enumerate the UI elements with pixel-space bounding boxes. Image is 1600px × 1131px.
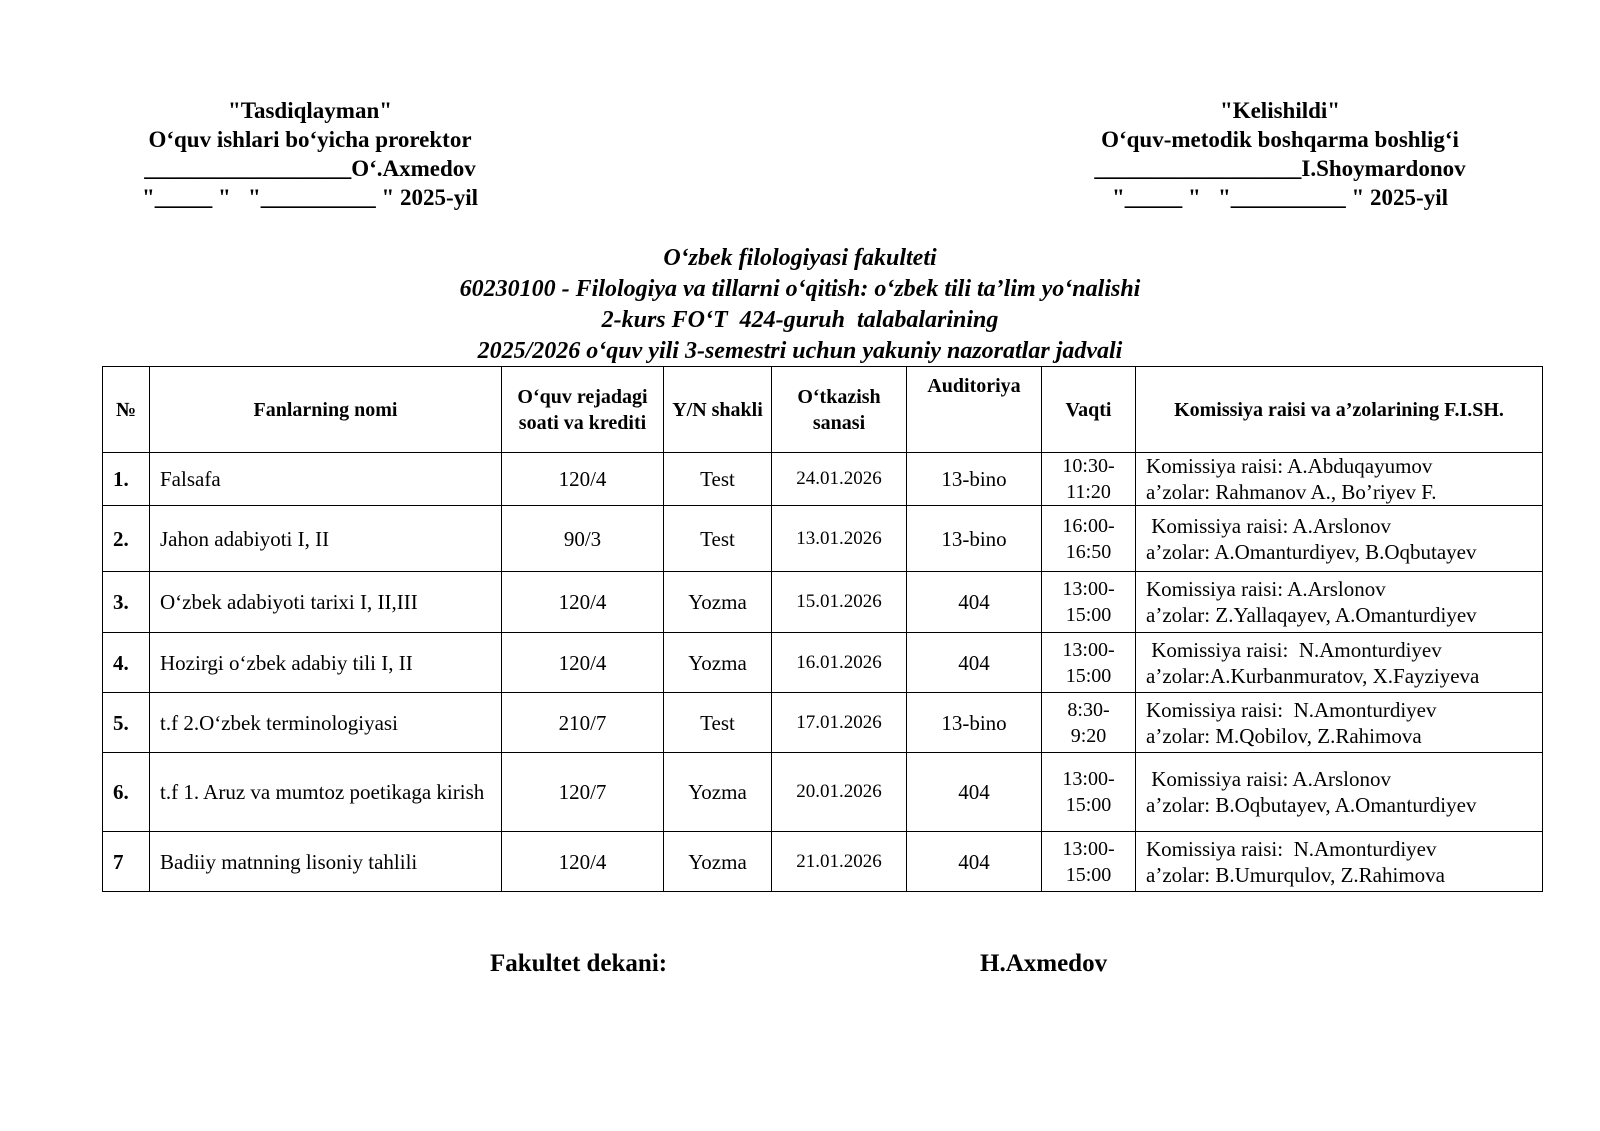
exam-schedule-table: [102, 366, 1543, 892]
cell-commission: Komissiya raisi: A.Arslonov a’zolar: A.Omanturdiyev, B.Oqbutayev: [1136, 506, 1543, 572]
group-name: 2-kurs FO‘T 424-guruh talabalarining: [601, 307, 999, 333]
header-date: O‘tkazish sanasi: [772, 367, 907, 453]
cell-room: 13-bino: [907, 453, 1042, 506]
header-num: №: [103, 367, 150, 453]
cell-num: 5.: [103, 693, 150, 753]
cell-form: Test: [664, 506, 772, 572]
approval-block-right: [1070, 96, 1490, 212]
table-row: [103, 506, 1543, 572]
cell-form: Yozma: [664, 633, 772, 693]
cell-name: Jahon adabiyoti I, II: [150, 506, 502, 572]
cell-hours: 120/7: [502, 753, 664, 832]
dean-label: Fakultet dekani:: [490, 950, 668, 977]
program-name: 60230100 - Filologiya va tillarni o‘qitish: o‘zbek tili ta’lim yo‘nalishi: [459, 276, 1141, 302]
cell-name: t.f 1. Aruz va mumtoz poetikaga kirish: [150, 753, 502, 832]
table-row: [103, 832, 1543, 892]
cell-date: 21.01.2026: [772, 832, 907, 892]
cell-room: 404: [907, 832, 1042, 892]
cell-commission: Komissiya raisi: A.Arslonov a’zolar: Z.Yallaqayev, A.Omanturdiyev: [1136, 572, 1543, 633]
cell-num: 4.: [103, 633, 150, 693]
faculty-name: O‘zbek filologiyasi fakulteti: [663, 245, 937, 271]
header-time: Vaqti: [1042, 367, 1136, 453]
cell-name: Falsafa: [150, 453, 502, 506]
cell-name: Badiiy matnning lisoniy tahlili: [150, 832, 502, 892]
header-commission: Komissiya raisi va a’zolarining F.I.SH.: [1136, 367, 1543, 453]
cell-commission: Komissiya raisi: N.Amonturdiyev a’zolar: M.Qobilov, Z.Rahimova: [1136, 693, 1543, 753]
cell-commission: Komissiya raisi: N.Amonturdiyev a’zolar: B.Umurqulov, Z.Rahimova: [1136, 832, 1543, 892]
cell-date: 15.01.2026: [772, 572, 907, 633]
table-header-row: [103, 367, 1543, 453]
cell-hours: 120/4: [502, 453, 664, 506]
approval-right-title: "Kelishildi": [1219, 98, 1341, 123]
cell-num: 3.: [103, 572, 150, 633]
cell-form: Yozma: [664, 572, 772, 633]
cell-time: 13:00- 15:00: [1042, 572, 1136, 633]
cell-commission: Komissiya raisi: N.Amonturdiyev a’zolar:A.Kurbanmuratov, X.Fayziyeva: [1136, 633, 1543, 693]
cell-room: 404: [907, 572, 1042, 633]
cell-name: t.f 2.O‘zbek terminologiyasi: [150, 693, 502, 753]
cell-form: Test: [664, 453, 772, 506]
cell-commission: Komissiya raisi: A.Abduqayumov a’zolar: Rahmanov A., Bo’riyev F.: [1136, 453, 1543, 506]
header-exam-form: Y/N shakli: [664, 367, 772, 453]
cell-name: Hozirgi o‘zbek adabiy tili I, II: [150, 633, 502, 693]
cell-room: 404: [907, 633, 1042, 693]
cell-num: 7: [103, 832, 150, 892]
schedule-title: 2025/2026 o‘quv yili 3-semestri uchun yakuniy nazoratlar jadvali: [477, 338, 1123, 364]
cell-room: 13-bino: [907, 693, 1042, 753]
cell-form: Test: [664, 693, 772, 753]
document-heading: [0, 243, 1600, 367]
cell-time: 13:00- 15:00: [1042, 633, 1136, 693]
table-body: [103, 453, 1543, 892]
table-row: [103, 453, 1543, 506]
approval-left-title: "Tasdiqlayman": [227, 98, 393, 123]
cell-name: O‘zbek adabiyoti tarixi I, II,III: [150, 572, 502, 633]
cell-form: Yozma: [664, 832, 772, 892]
cell-date: 13.01.2026: [772, 506, 907, 572]
cell-num: 6.: [103, 753, 150, 832]
cell-room: 404: [907, 753, 1042, 832]
cell-hours: 120/4: [502, 633, 664, 693]
cell-hours: 120/4: [502, 832, 664, 892]
cell-num: 2.: [103, 506, 150, 572]
cell-date: 20.01.2026: [772, 753, 907, 832]
cell-room: 13-bino: [907, 506, 1042, 572]
cell-time: 8:30- 9:20: [1042, 693, 1136, 753]
approval-left-signature: __________________O‘.Axmedov: [144, 156, 476, 181]
cell-hours: 120/4: [502, 572, 664, 633]
cell-time: 13:00- 15:00: [1042, 832, 1136, 892]
approval-block-left: [100, 96, 520, 212]
cell-time: 16:00- 16:50: [1042, 506, 1136, 572]
approval-right-position: O‘quv-metodik boshqarma boshlig‘i: [1101, 127, 1459, 152]
table-row: [103, 693, 1543, 753]
approval-right-signature: __________________I.Shoymardonov: [1094, 156, 1466, 181]
table-row: [103, 753, 1543, 832]
header-hours-credits: O‘quv rejadagi soati va krediti: [502, 367, 664, 453]
cell-commission: Komissiya raisi: A.Arslonov a’zolar: B.Oqbutayev, A.Omanturdiyev: [1136, 753, 1543, 832]
cell-date: 24.01.2026: [772, 453, 907, 506]
dean-name: H.Axmedov: [980, 950, 1108, 977]
cell-form: Yozma: [664, 753, 772, 832]
approval-right-date: "_____ " "__________ " 2025-yil: [1111, 185, 1448, 210]
cell-date: 17.01.2026: [772, 693, 907, 753]
cell-time: 13:00- 15:00: [1042, 753, 1136, 832]
header-room: Auditoriya: [907, 367, 1042, 453]
cell-num: 1.: [103, 453, 150, 506]
table-row: [103, 633, 1543, 693]
cell-time: 10:30- 11:20: [1042, 453, 1136, 506]
cell-hours: 90/3: [502, 506, 664, 572]
table-row: [103, 572, 1543, 633]
cell-hours: 210/7: [502, 693, 664, 753]
cell-date: 16.01.2026: [772, 633, 907, 693]
approval-left-date: "_____ " "__________ " 2025-yil: [141, 185, 478, 210]
header-subject-name: Fanlarning nomi: [150, 367, 502, 453]
approval-left-position: O‘quv ishlari bo‘yicha prorektor: [148, 127, 472, 152]
